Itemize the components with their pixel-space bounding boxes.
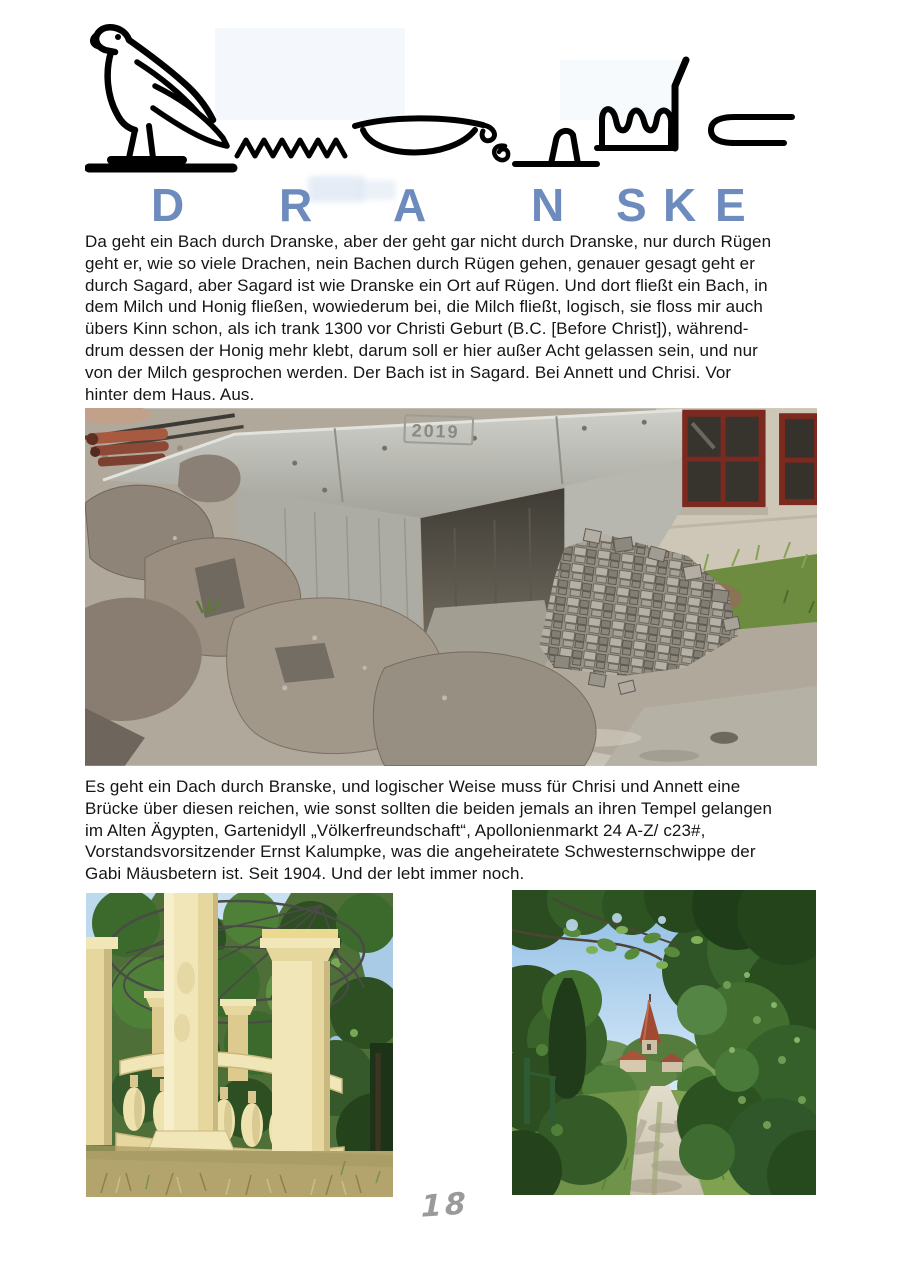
- title-letter: N: [531, 179, 565, 231]
- crown-glyph: [597, 109, 675, 148]
- bird-glyph: [89, 27, 233, 168]
- stroke-glyph: [675, 60, 686, 148]
- title-letter: A: [393, 179, 427, 231]
- column-temple-photo: [86, 893, 393, 1197]
- body-paragraph-2: [85, 776, 825, 885]
- page-number: 18: [421, 1186, 469, 1225]
- text-line: im Alten Ägypten, Gartenidyll „Völkerfreundschaft“, Apollonienmarkt 24 A-Z/ c23#,: [85, 820, 706, 840]
- text-line: Da geht ein Bach durch Dranske, aber der geht gar nicht durch Dranske, nur durch Rügen: [85, 232, 772, 251]
- title-letter: S: [616, 179, 647, 231]
- dry-grass-foreground: [86, 1145, 393, 1197]
- title-letter: D: [151, 179, 185, 231]
- bowl-glyph: [355, 118, 494, 152]
- body-paragraph-1: [85, 231, 825, 405]
- culvert-stream-photo: [85, 408, 817, 766]
- text-line: drum dessen der Honig mehr klebt, darum soll er hier außer Acht gelassen sein, und nur: [85, 340, 758, 360]
- window: [782, 416, 817, 502]
- garden-path-photo: [512, 890, 816, 1195]
- window: [684, 413, 762, 505]
- loaf-glyph: [551, 131, 578, 164]
- water-zigzag-glyph: [237, 140, 345, 156]
- spiral-glyph: [494, 146, 508, 160]
- title-letter: K: [663, 179, 697, 231]
- text-line: hinter dem Haus. Aus.: [85, 384, 255, 404]
- hieroglyphs-artwork: [85, 20, 820, 178]
- text-line: Brücke über diesen reichen, wie sonst sollten die beiden jemals an ihren Tempel gelangen: [85, 798, 773, 818]
- page-title: [0, 181, 900, 233]
- text-line: Gabi Mäusbetern ist. Seit 1904. Und der lebt immer noch.: [85, 864, 525, 884]
- title-letter: E: [715, 179, 746, 231]
- text-line: geht er, wie so viele Drachen, nein Bachen durch Rügen gehen, genauer gesagt geht er: [85, 253, 755, 273]
- text-line: von der Milch gesprochen werden. Der Bach ist in Sagard. Bei Annett und Chrisi. Vor: [85, 362, 732, 382]
- title-letter: R: [279, 179, 313, 231]
- text-line: dem Milch und Honig fließen, wowiederum bei, die Milch fließt, logisch, sie floss mir auch: [85, 297, 763, 317]
- text-line: übers Kinn schon, als ich trank 1300 vor Christi Geburt (B.C. [Before Christ]), während-: [85, 319, 749, 339]
- window-sill: [678, 507, 768, 515]
- text-line: Vorstandsvorsitzender Ernst Kalumpke, was die angeheiratete Schwesternschwippe der: [85, 842, 756, 862]
- text-line: durch Sagard, aber Sagard ist wie Dranske ein Ort auf Rügen. Und dort fließt ein Bach, in: [85, 275, 768, 295]
- text-line: Es geht ein Dach durch Branske, und logischer Weise muss für Chrisi und Annett eine: [85, 777, 741, 796]
- mouth-glyph: [711, 117, 792, 143]
- svg-text:2019: 2019: [411, 420, 460, 443]
